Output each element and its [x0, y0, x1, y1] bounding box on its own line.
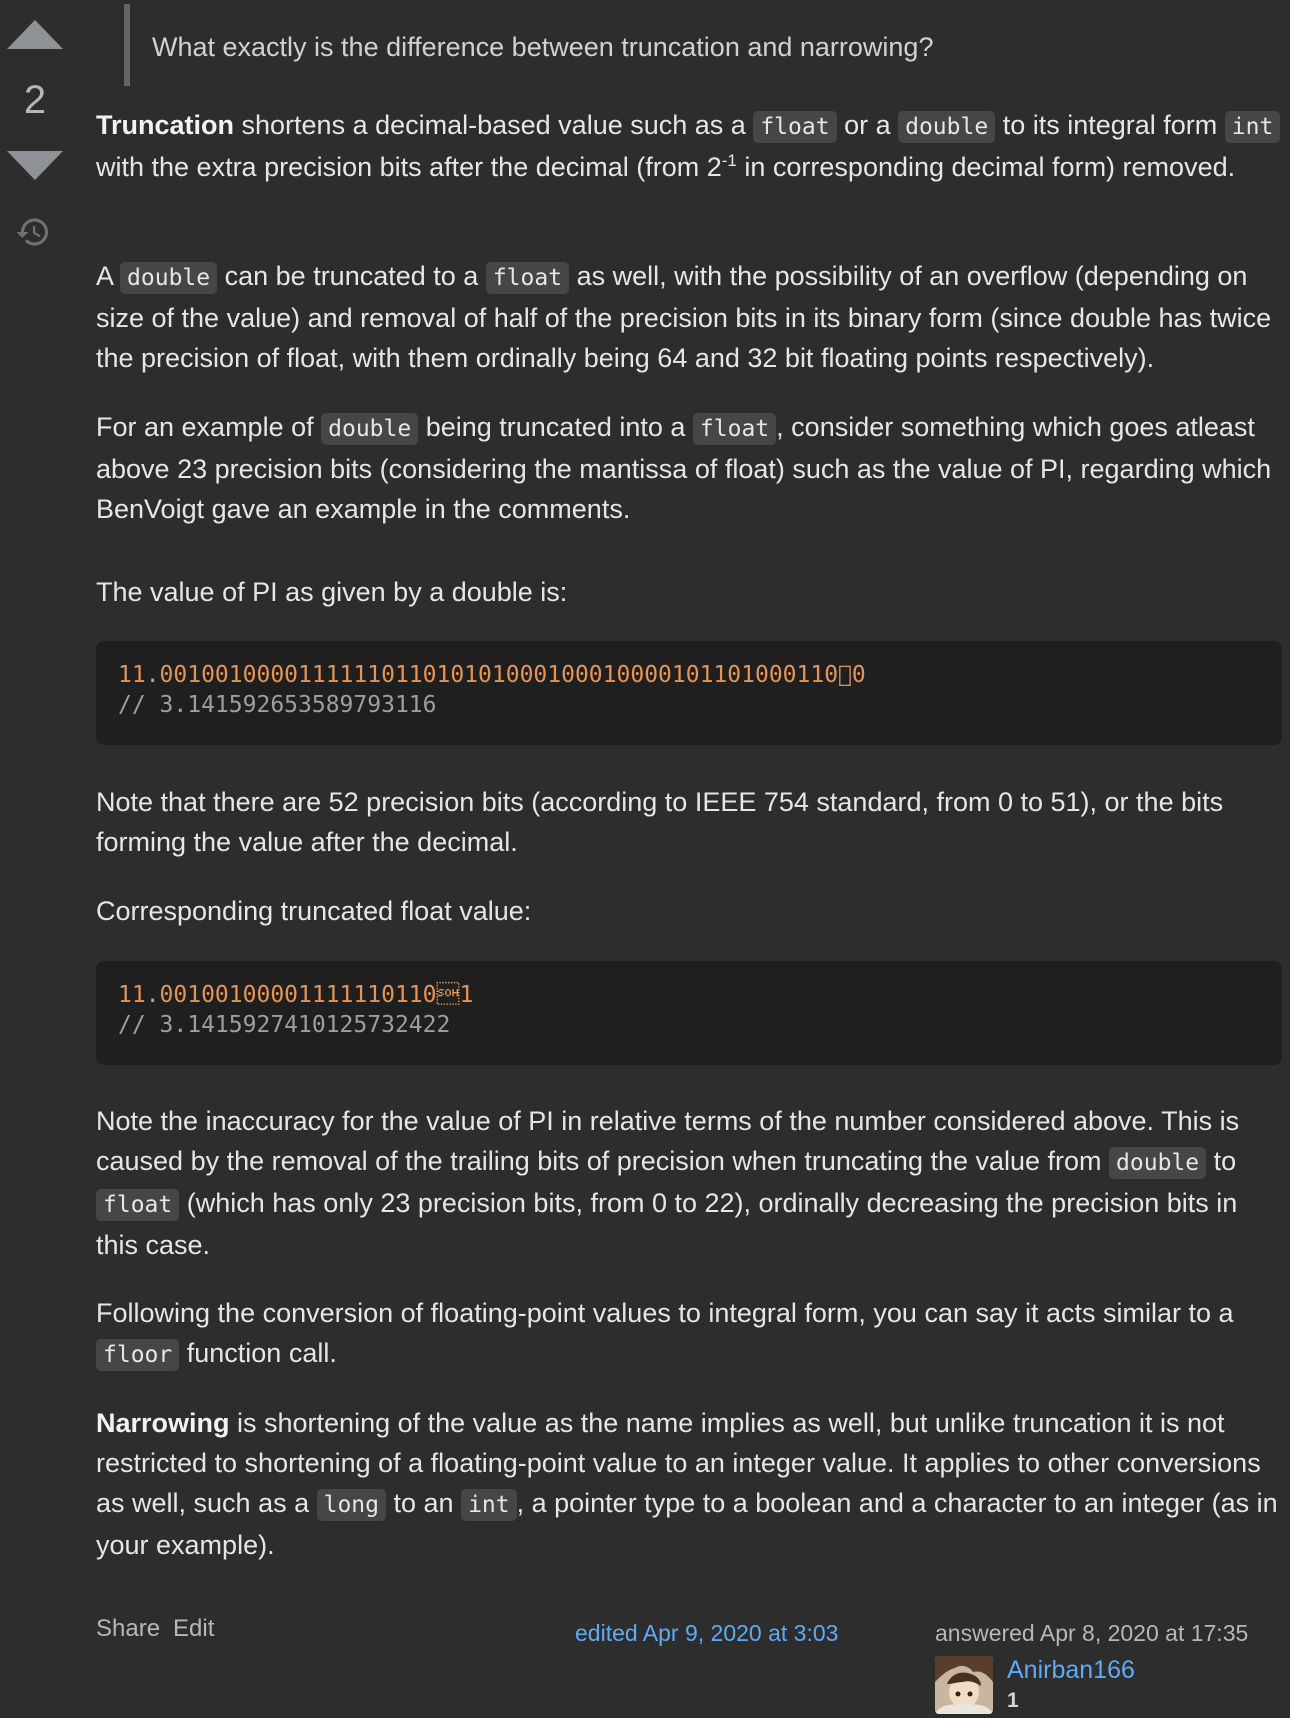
user-reputation: 1 — [1007, 1689, 1019, 1712]
code-binary: 11.001001000011111101101 — [118, 982, 474, 1008]
inline-code: float — [96, 1189, 179, 1221]
code-comment: // 3.141592653589793116 — [118, 692, 437, 718]
code-block-float — [96, 961, 1282, 1065]
arrow-down-icon[interactable] — [7, 151, 63, 180]
answered-timestamp: answered Apr 8, 2020 at 17:35 — [935, 1620, 1249, 1646]
paragraph-double-float: A double can be truncated to a float as well, with the possibility of an overflow (depending on size of the value) and removal of half of the precision bits in its binary form (since double has twice the precision of float, with them ordinally being 64 and 32 bit floating points respectively). — [96, 261, 1272, 373]
paragraph-truncation: Truncation shortens a decimal-based value such as a float or a double to its integral form int with the extra precision bits after the decimal (from $2^{-1}$ in corresponding decimal form) removed. — [96, 105, 1282, 187]
bold-term: Truncation — [96, 110, 235, 140]
paragraph-inaccuracy: Note the inaccuracy for the value of PI in relative terms of the number considered above. This is caused by the removal of the trailing bits of precision when truncating the value from double to float (which has only 23 precision bits, from 0 to 22), ordinally decreasing the precision bits in this case. — [96, 1106, 1240, 1260]
code-comment: // 3.1415927410125732422 — [118, 1012, 451, 1038]
arrow-up-icon[interactable] — [7, 20, 63, 49]
bold-term: Narrowing — [96, 1408, 230, 1438]
paragraph-narrowing: Narrowing is shortening of the value as the name implies as well, but unlike truncation it is not restricted to shortening of a floating-point value to an integer value. It applies to other conversions as well, such as a long to an int , a pointer type to a boolean and a character to an integer (as in your example). — [96, 1408, 1278, 1560]
paragraph-example: For an example of double being truncated into a float , consider something which goes atleast above 23 precision bits (considering the mantissa of float) such as the value of PI, regarding which BenVoigt gave an example in the comments. — [96, 412, 1272, 524]
code-block-double — [96, 641, 1282, 745]
inline-code: double — [898, 111, 995, 143]
inline-code: floor — [96, 1339, 179, 1371]
vote-count: 2 — [23, 78, 47, 122]
inline-code: float — [693, 413, 776, 445]
inline-code: long — [317, 1489, 386, 1521]
inline-code: double — [321, 413, 418, 445]
inline-code: int — [1225, 111, 1281, 143]
edited-timestamp-link[interactable]: edited Apr 9, 2020 at 3:03 — [575, 1620, 839, 1646]
paragraph-truncated-float: Corresponding truncated float value: — [96, 896, 532, 926]
edit-link[interactable]: Edit — [173, 1615, 215, 1642]
blockquote — [124, 4, 1224, 86]
share-link[interactable]: Share — [96, 1615, 161, 1642]
user-name-link[interactable]: Anirban166 — [1007, 1656, 1135, 1684]
inline-code: double — [1109, 1147, 1206, 1179]
inline-code: int — [461, 1489, 517, 1521]
paragraph-floor: Following the conversion of floating-point values to integral form, you can say it acts similar to a floor function call. — [96, 1293, 1282, 1375]
paragraph-precision-bits: Note that there are 52 precision bits (according to IEEE 754 standard, from 0 to 51), or the bits forming the value after the decimal. — [96, 787, 1224, 857]
post-footer — [96, 1605, 1282, 1715]
quote-text: What exactly is the difference between truncation and narrowing? — [152, 32, 934, 62]
code-binary: 11.0010010000111111011010101000100010000101101000110 0 — [118, 662, 866, 688]
superscript: -1 — [721, 151, 737, 170]
inline-code: float — [753, 111, 836, 143]
inline-code: double — [120, 262, 217, 294]
history-icon[interactable] — [15, 214, 51, 250]
paragraph-pi-double: The value of PI as given by a double is: — [96, 577, 568, 607]
inline-code: float — [486, 262, 569, 294]
avatar[interactable] — [935, 1656, 993, 1714]
